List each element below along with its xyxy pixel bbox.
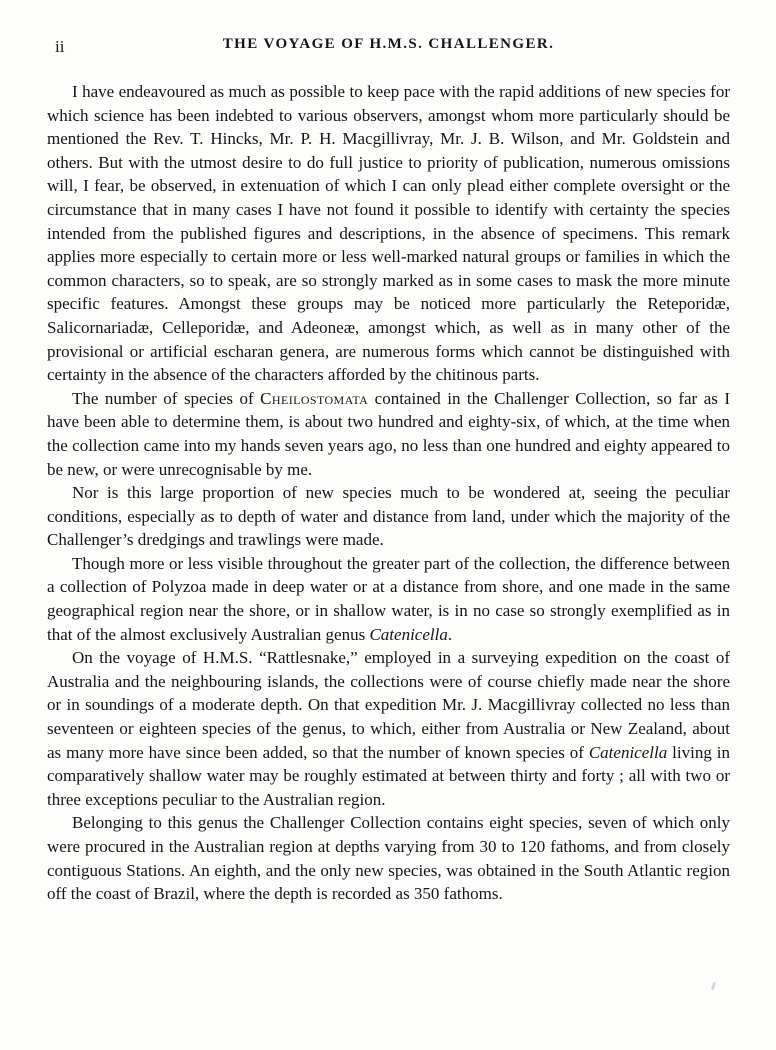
paragraph	[47, 552, 730, 646]
smallcaps-text: Cheilostomata	[260, 388, 369, 408]
text-run: I have endeavoured as much as possible to keep pace with the rapid additions of new species for which science has been indebted to various observers, amongst whom more particularly should be mentioned the Rev. T. Hincks, Mr. P. H. Macgillivray, Mr. J. B. Wilson, and Mr. Goldstein and others. But with the utmost desire to do full justice to priority of publication, numerous omissions will, I fear, be observed, in extenuation of which I can only plead either complete oversight or the circumstance that in many cases I have not found it possible to identify with certainty the species intended from the published figures and descriptions, in the absence of specimens. This remark applies more especially to certain more or less well-marked natural groups or families in which the common characters, so to speak, are so strongly marked as in some cases to mask the more minute specific features. Amongst these groups may be noticed more particularly the Reteporidæ, Salicornariadæ, Celleporidæ, and Adeoneæ, amongst which, as well as in many other of the provisional or artificial escharan genera, are numerous forms which cannot be distinguished with certainty in the absence of the characters afforded by the chitinous parts.	[47, 82, 730, 385]
text-run: Though more or less visible throughout the greater part of the collection, the difference between a collection of Polyzoa made in deep water or at a distance from shore, and one made in the same geographical region near the shore, or in shallow water, is in no case so strongly exemplified as in that of the almost exclusively Australian genus	[47, 553, 730, 644]
text-run: Belonging to this genus the Challenger Collection contains eight species, seven of which only were procured in the Australian region at depths varying from 30 to 120 fathoms, and from closely contiguous Stations. An eighth, and the only new species, was obtained in the South Atlantic region off the coast of Brazil, where the depth is recorded as 350 fathoms.	[47, 813, 730, 904]
running-title: THE VOYAGE OF H.M.S. CHALLENGER.	[222, 36, 555, 52]
page-number: ii	[55, 37, 65, 56]
paragraph	[47, 387, 730, 481]
paragraph	[47, 80, 730, 387]
body-text	[47, 80, 730, 906]
text-run: On the voyage of H.M.S. “Rattlesnake,” employed in a surveying expedition on the coast of Australia and the neighbouring islands, the collections were of course chiefly made near the shore or in soundings of a moderate depth. On that expedition Mr. J. Macgillivray collected no less than seventeen or eighteen species of the genus, to which, either from Australia or New Zealand, about as many more have since been added, so that the number of known species of	[47, 648, 730, 762]
page-header	[47, 36, 730, 58]
paragraph	[47, 481, 730, 552]
text-run: living in comparatively shallow water may be roughly estimated at between thirty and forty ; all with two or three exceptions peculiar to the Australian region.	[47, 742, 730, 809]
paragraph	[47, 811, 730, 905]
text-run: Nor is this large proportion of new species much to be wondered at, seeing the peculiar conditions, especially as to depth of water and distance from land, under which the majority of the Challenger’s dredgings and trawlings were made.	[47, 483, 730, 550]
italic-text: Catenicella	[369, 624, 448, 644]
text-run: contained in the Challenger Collection, so far as I have been able to determine them, is about two hundred and eighty-six, of which, at the time when the collection came into my hands seven years ago, no less than one hundred and eighty appeared to be new, or were unrecognisable by me.	[47, 388, 730, 479]
italic-text: Catenicella	[588, 742, 668, 762]
scan-speck-artifact	[711, 982, 716, 991]
text-run: The number of species of	[72, 388, 261, 408]
text-run: .	[447, 624, 453, 644]
paragraph	[47, 646, 730, 811]
